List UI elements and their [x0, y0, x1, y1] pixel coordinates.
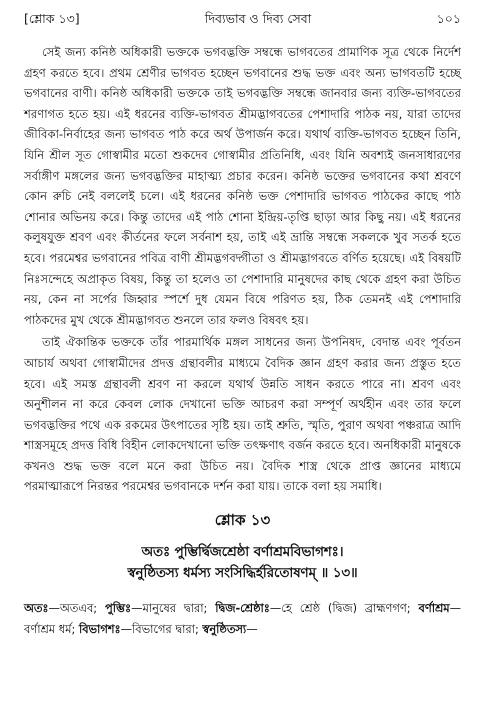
page-header [24, 6, 461, 36]
page-number: ১০১ [436, 11, 461, 26]
word-for-word-synonyms [24, 598, 461, 640]
synonym-meaning: — [246, 622, 258, 637]
synonym-meaning: হে শ্রেষ্ঠ (দ্বিজ) ব্রাহ্মণগণ; [281, 601, 411, 616]
synonym-term: অতঃ [24, 601, 49, 616]
synonym-term: বর্ণাশ্রম [418, 601, 450, 616]
synonym-entry: পুম্ভিঃ—মানুষের দ্বারা; [105, 601, 208, 616]
synonym-entry: অতঃ—অতএব; [24, 601, 98, 616]
synonym-entry: দ্বিজ-শ্রেষ্ঠাঃ—হে শ্রেষ্ঠ (দ্বিজ) ব্রাহ্মণগণ; [215, 601, 411, 616]
synonym-meaning: মানুষের দ্বারা; [142, 601, 208, 616]
header-verse-ref: [শ্লোক ১৩] [24, 11, 80, 26]
purport-paragraph: সেই জন্য কনিষ্ঠ অধিকারী ভক্তকে ভগবদ্ভক্তি সম্বন্ধে ভাগবতের প্রামাণিক সূত্র থেকে নির্দেশ গ্রহণ করতে হবে। প্রথম শ্রেণীর ভাগবত হচ্ছেন ভগবানের শুদ্ধ ভক্ত এবং অন্য ভাগবতটি হচ্ছে ভগবানের বাণী। কনিষ্ঠ অধিকারী ভক্তকে তাই ভগবদ্ভক্তি সম্বন্ধে জানবার জন্য ব্যক্তি-ভাগবতের শরণাগত হতে হয়। এই ধরনের ব্যক্তি-ভাগবত শ্রীমদ্ভাগবতের পেশাদারি পাঠক নয়, যারা তাদের জীবিকা-নির্বাহের জন্য ভাগবত পাঠ করে অর্থ উপার্জন করে। যথার্থ ব্যক্তি-ভাগবত হচ্ছেন তিনি, যিনি শ্রীল সূত গোস্বামীর মতো শুকদেব গোস্বামীর প্রতিনিধি, এবং যিনি অবশ্যই জনসাধারণের সর্বাঙ্গীণ মঙ্গলের জন্য ভগবদ্ভক্তির মাহাত্ম্য প্রচার করেন। কনিষ্ঠ ভক্তের ভগবানের কথা শ্রবণে কোন রুচি নেই বললেই চলে। এই ধরনের কনিষ্ঠ ভক্ত পেশাদারি ভাগবত পাঠকের কাছে পাঠ শোনার অভিনয় করে। কিন্তু তাদের এই পাঠ শোনা ইন্দ্রিয়-তৃপ্তি ছাড়া আর কিছু নয়। এই ধরনের কলুষযুক্ত শ্রবণ এবং কীর্তনের ফলে সর্বনাশ হয়, তাই এই ভ্রান্তি সম্বন্ধে সকলকে খুব সতর্ক হতে হবে। পরমেশ্বর ভগবানের পবিত্র বাণী শ্রীমদ্ভগবদ্গীতা ও শ্রীমদ্ভাগবতে বর্ণিত হয়েছে। এই বিষয়টি নিঃসন্দেহে অপ্রাকৃত বিষয়, কিন্তু তা হলেও তা পেশাদারি মানুষদের কাছ থেকে গ্রহণ করা উচিত নয়, কেন না সর্পের জিহ্বার স্পর্শে দুধ যেমন বিষে পরিণত হয়, ঠিক তেমনই এই পেশাদারি পাঠকদের মুখ থেকে শ্রীমদ্ভাগবত শুনলে তার ফলও বিষবৎ হয়। [24, 45, 461, 327]
purport-body [24, 42, 461, 497]
synonym-term: দ্বিজ-শ্রেষ্ঠাঃ [215, 601, 270, 616]
purport-paragraph: তাই ঐকান্তিক ভক্তকে তাঁর পারমার্থিক মঙ্গল সাধনের জন্য উপনিষদ, বেদান্ত এবং পূর্বতন আচার্য অথবা গোস্বামীদের প্রদত্ত গ্রন্থাবলীর মাধ্যমে বৈদিক জ্ঞান গ্রহণ করার জন্য প্রস্তুত হতে হবে। এই সমস্ত গ্রন্থাবলী শ্রবণ না করলে যথার্থ উন্নতি সাধন করতে পারে না। শ্রবণ এবং অনুশীলন না করে কেবল লোক দেখানো ভক্তি আচরণ করা সম্পূর্ণ অর্থহীন এবং তার ফলে ভগবদ্ভক্তির পথে এক রকমের উৎপাতের সৃষ্টি হয়। তাই শ্রুতি, স্মৃতি, পুরাণ অথবা পঞ্চরাত্র আদি শাস্ত্রসমূহে প্রদত্ত বিধি বিহীন লোকদেখানো ভক্তি তৎক্ষণাৎ বর্জন করতে হবে। অনধিকারী মানুষকে কখনও শুদ্ধ ভক্ত বলে মনে করা উচিত নয়। বৈদিক শাস্ত্র থেকে প্রাপ্ত জ্ঞানের মাধ্যমে পরমাত্মারূপে নিরন্তর পরমেশ্বর ভগবানকে দর্শন করা যায়। তাকে বলা হয় সমাধি। [24, 335, 461, 494]
synonym-meaning: বিভাগের দ্বারা; [132, 622, 199, 637]
synonym-term: স্বনুষ্ঠিতস্য [202, 622, 247, 637]
synonym-term: পুম্ভিঃ [105, 601, 132, 616]
header-chapter-title: দিব্যভাব ও দিব্য সেবা [204, 11, 312, 26]
verse-line: অতঃ পুম্ভির্দ্বিজশ্রেষ্ঠা বর্ণাশ্রমবিভাগশঃ। [141, 545, 344, 561]
verse-line: স্বনুষ্ঠিতস্য ধর্মস্য সংসিদ্ধির্হরিতোষণম্ ॥ ১৩॥ [127, 566, 358, 582]
synonym-entry [202, 622, 257, 636]
synonym-entry: বিভাগশঃ—বিভাগের দ্বারা; [78, 622, 199, 637]
verse-heading: শ্লোক ১৩ [214, 511, 271, 530]
synonym-entry: বর্ণাশ্রম—বর্ণাশ্রম ধর্ম; [24, 601, 462, 637]
synonym-term: বিভাগশঃ [78, 622, 121, 637]
synonym-meaning: অতএব; [59, 601, 98, 616]
synonym-meaning: বর্ণাশ্রম ধর্ম; [24, 622, 76, 637]
